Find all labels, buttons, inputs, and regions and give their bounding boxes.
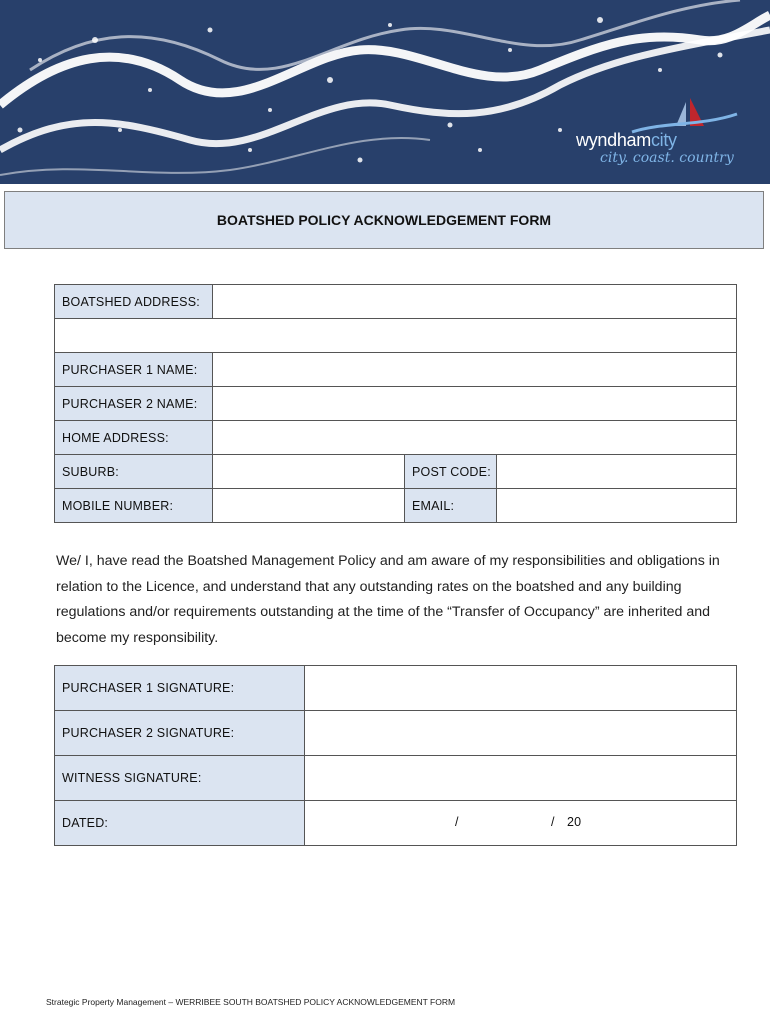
post-code-field[interactable]	[497, 455, 737, 489]
witness-signature-label: WITNESS SIGNATURE:	[55, 756, 305, 801]
suburb-label: SUBURB:	[55, 455, 213, 489]
acknowledgement-statement: We/ I, have read the Boatshed Management Policy and am aware of my responsibilities and obligations in relation to the Licence, and understand that any outstanding rates on the boatshed and any building regulations and/or requirements outstanding at the time of the “Transfer of Occupancy” are inherited and become my responsibility.	[56, 553, 720, 646]
header-banner	[0, 0, 770, 184]
mobile-number-label: MOBILE NUMBER:	[55, 489, 213, 523]
signature-table	[54, 665, 737, 846]
email-label: EMAIL:	[405, 489, 497, 523]
date-separator-2: /	[551, 815, 555, 829]
form-title: BOATSHED POLICY ACKNOWLEDGEMENT FORM	[4, 191, 764, 249]
boatshed-address-line2-field[interactable]	[55, 319, 737, 353]
date-separator-1: /	[455, 815, 459, 829]
logo-tagline: city. coast. country	[600, 150, 734, 166]
boatshed-address-field[interactable]	[213, 285, 737, 319]
year-prefix: 20	[567, 815, 582, 829]
purchaser1-signature-label: PURCHASER 1 SIGNATURE:	[55, 666, 305, 711]
applicant-details-table	[54, 284, 737, 523]
dated-label: DATED:	[55, 801, 305, 846]
purchaser1-signature-field[interactable]	[305, 666, 737, 711]
purchaser2-signature-field[interactable]	[305, 711, 737, 756]
page-footer: Strategic Property Management – WERRIBEE SOUTH BOATSHED POLICY ACKNOWLEDGEMENT FORM	[46, 997, 456, 1007]
purchaser1-name-field[interactable]	[213, 353, 737, 387]
purchaser1-name-label: PURCHASER 1 NAME:	[55, 353, 213, 387]
purchaser2-signature-label: PURCHASER 2 SIGNATURE:	[55, 711, 305, 756]
post-code-label: POST CODE:	[405, 455, 497, 489]
logo-wordmark: wyndhamcity	[576, 130, 677, 150]
witness-signature-field[interactable]	[305, 756, 737, 801]
home-address-label: HOME ADDRESS:	[55, 421, 213, 455]
wyndham-logo	[572, 96, 742, 176]
home-address-field[interactable]	[213, 421, 737, 455]
purchaser2-name-field[interactable]	[213, 387, 737, 421]
suburb-field[interactable]	[213, 455, 405, 489]
mobile-number-field[interactable]	[213, 489, 405, 523]
boatshed-address-label: BOATSHED ADDRESS:	[55, 285, 213, 319]
dated-field[interactable]	[305, 801, 737, 846]
email-field[interactable]	[497, 489, 737, 523]
purchaser2-name-label: PURCHASER 2 NAME:	[55, 387, 213, 421]
